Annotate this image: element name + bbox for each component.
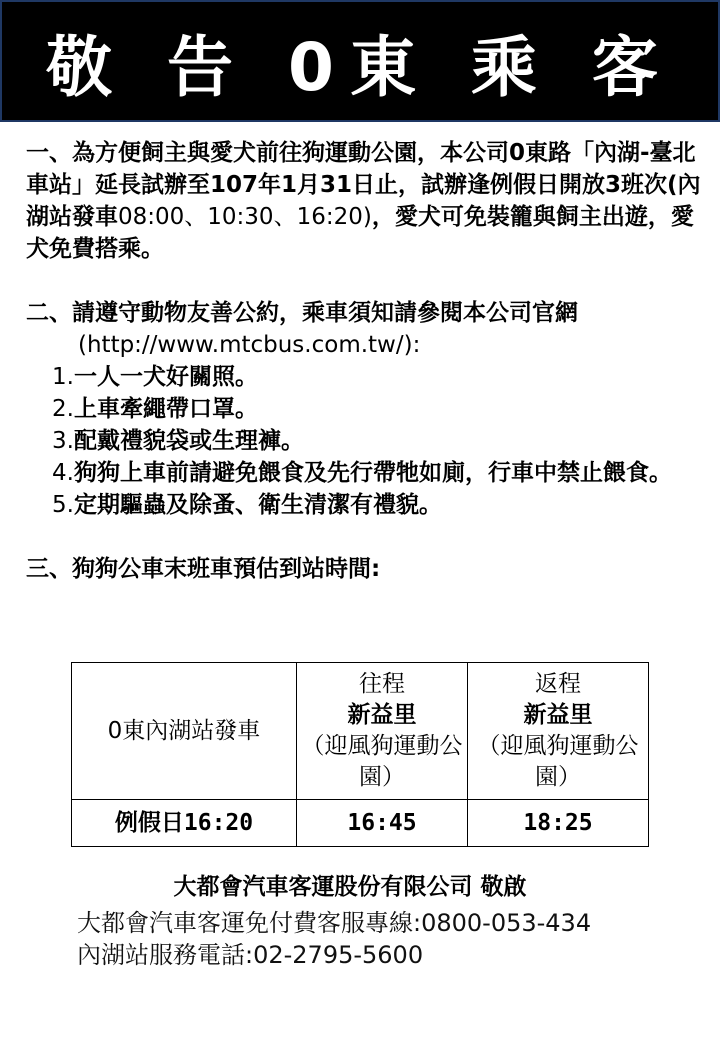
row-label-cell: 例假日16:20 bbox=[72, 800, 297, 847]
table-row bbox=[72, 800, 649, 847]
section-1 bbox=[26, 137, 706, 265]
section-1-text-a: 一、為方便飼主與愛犬前往狗運動公園，本公司0東路「內湖-臺北車站」延長試辦至107年1月31日止，試辦逢例假日開放3班次(內湖站發車 bbox=[26, 140, 701, 230]
website-url: (http://www.mtcbus.com.tw/): bbox=[78, 332, 421, 358]
section-1-text-c: ，愛犬可免裝籠與飼主出遊，愛犬免費搭乘。 bbox=[26, 204, 694, 262]
etiquette-list bbox=[26, 361, 706, 521]
list-item: 4. 狗狗上車前請避免餵食及先行帶牠如廁，行車中禁止餵食。 bbox=[52, 460, 672, 486]
list-item: 1. 一人一犬好關照。 bbox=[52, 364, 258, 390]
section-1-times: 08:00、10:30、16:20) bbox=[118, 204, 372, 230]
contact-info bbox=[77, 907, 591, 971]
return-header-cell: 返程 新益里 （迎風狗運動公園） bbox=[468, 663, 649, 800]
section-3-heading: 三、狗狗公車末班車預估到站時間: bbox=[26, 556, 381, 582]
list-item: 3. 配戴禮貌袋或生理褲。 bbox=[52, 428, 304, 454]
outbound-header-cell: 往程 新益里 （迎風狗運動公園） bbox=[297, 663, 468, 800]
list-item: 5. 定期驅蟲及除蚤、衛生清潔有禮貌。 bbox=[52, 492, 442, 518]
hotline-text: 大都會汽車客運免付費客服專線:0800-053-434 bbox=[77, 909, 592, 937]
schedule-table bbox=[71, 662, 649, 847]
header-label-cell: 0東內湖站發車 bbox=[72, 663, 297, 800]
outbound-time-cell: 16:45 bbox=[297, 800, 468, 847]
page-title: 敬 告 0東 乘 客 bbox=[46, 28, 674, 106]
list-item: 2. 上車牽繩帶口罩。 bbox=[52, 396, 258, 422]
company-signature: 大都會汽車客運股份有限公司 敬啟 bbox=[173, 874, 527, 900]
notice-body bbox=[26, 137, 706, 585]
table-header-row bbox=[72, 663, 649, 800]
section-2-heading: 二、請遵守動物友善公約，乘車須知請參閱本公司官網 bbox=[26, 300, 578, 326]
station-phone-text: 內湖站服務電話:02-2795-5600 bbox=[77, 941, 424, 969]
title-banner bbox=[0, 0, 720, 122]
return-time-cell: 18:25 bbox=[468, 800, 649, 847]
